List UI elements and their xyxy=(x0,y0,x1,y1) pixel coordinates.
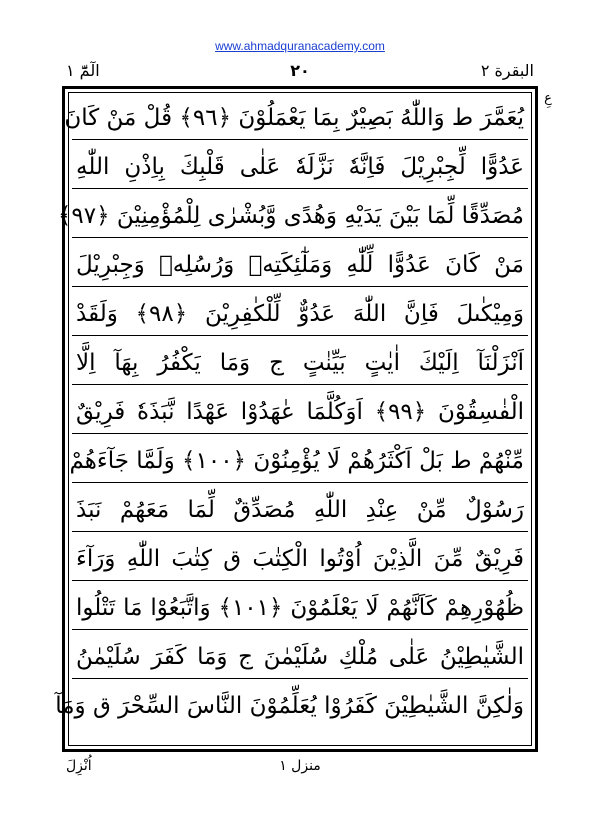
text-line-7: الْفٰسِقُوْنَ ﴿٩٩﴾ اَوَكُلَّمَا عٰهَدُوْا عَهْدًا نَّبَذَهٗ فَرِيْقٌ xyxy=(72,390,528,434)
quran-text-block xyxy=(55,96,528,742)
text-line-3: مُصَدِّقًا لِّمَا بَيْنَ يَدَيْهِ وَهُدًى وَّبُشْرٰى لِلْمُؤْمِنِيْنَ ﴿٩٧﴾ xyxy=(72,194,528,238)
text-line-10: فَرِيْقٌ مِّنَ الَّذِيْنَ اُوْتُوا الْكِتٰبَ ق كِتٰبَ اللّٰهِ وَرَآءَ xyxy=(72,537,528,581)
text-line-1: يُعَمَّرَ ط وَاللّٰهُ بَصِيْرٌ بِمَا يَعْمَلُوْنَ ﴿٩٦﴾ قُلْ مَنْ كَانَ xyxy=(72,96,528,140)
ruku-margin-mark: عِ xyxy=(544,91,552,106)
text-line-5: وَمِيْكٰىلَ فَاِنَّ اللّٰهَ عَدُوٌّ لِّلْكٰفِرِيْنَ ﴿٩٨﴾ وَلَقَدْ xyxy=(72,292,528,336)
text-line-8: مِّنْهُمْ ط بَلْ اَكْثَرُهُمْ لَا يُؤْمِنُوْنَ ﴿١٠٠﴾ وَلَمَّا جَآءَهُمْ xyxy=(72,439,528,483)
text-line-6: اَنْزَلْنَآ اِلَيْكَ اٰيٰتٍ بَيِّنٰتٍ ج وَمَا يَكْفُرُ بِهَآ اِلَّا xyxy=(72,341,528,385)
text-line-11: ظُهُوْرِهِمْ كَاَنَّهُمْ لَا يَعْلَمُوْنَ ﴿١٠١﴾ وَاتَّبَعُوْا مَا تَتْلُوا xyxy=(72,586,528,630)
page-number: ٢٠ xyxy=(290,61,310,80)
text-line-4: مَنْ كَانَ عَدُوًّا لِّلّٰهِ وَمَلٰٓئِكَتِهٖ وَرُسُلِهٖ وَجِبْرِيْلَ xyxy=(72,243,528,287)
text-line-13: وَلٰكِنَّ الشَّيٰطِيْنَ كَفَرُوْا يُعَلِّمُوْنَ النَّاسَ السِّحْرَ ق وَمَآ xyxy=(55,693,524,719)
page-header xyxy=(66,60,534,82)
site-url-link[interactable]: www.ahmadquranacademy.com xyxy=(215,39,385,53)
text-line-12: الشَّيٰطِيْنُ عَلٰى مُلْكِ سُلَيْمٰنَ ج وَمَا كَفَرَ سُلَيْمٰنُ xyxy=(72,635,528,679)
juz-label: الٓمّٓ ١ xyxy=(66,61,100,80)
page-footer xyxy=(66,756,534,776)
manzil-label: منزل ١ xyxy=(279,758,321,774)
next-page-word: اُنْزِلَ xyxy=(66,758,92,774)
surah-name: البقرة ٢ xyxy=(480,61,534,80)
text-line-2: عَدُوًّا لِّجِبْرِيْلَ فَاِنَّهٗ نَزَّلَهٗ عَلٰى قَلْبِكَ بِاِذْنِ اللّٰهِ xyxy=(72,145,528,189)
text-line-9: رَسُوْلٌ مِّنْ عِنْدِ اللّٰهِ مُصَدِّقٌ لِّمَا مَعَهُمْ نَبَذَ xyxy=(72,488,528,532)
